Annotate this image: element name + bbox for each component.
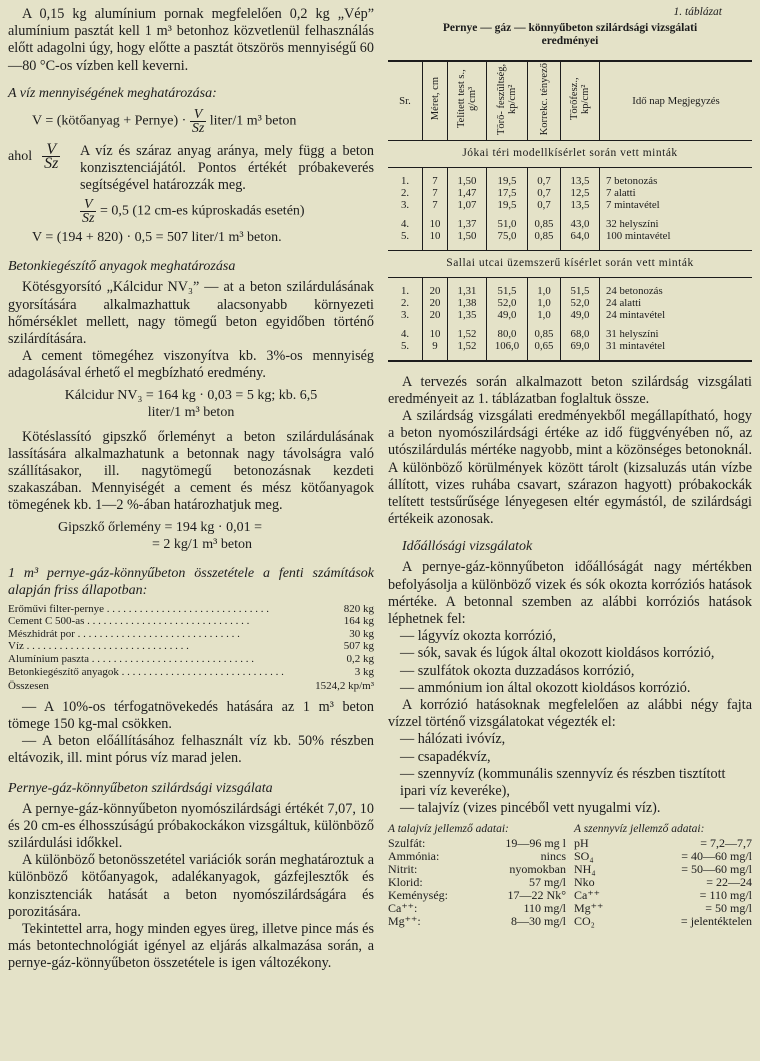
strength-paragraph-1: A pernye-gáz-könnyűbeton nyomószilárdsági értékét 7,07, 10 és 20 cm-es élhosszúságú próbakockákon vizsgáltuk, különböző szilárdulási időkkel. <box>8 800 374 852</box>
column-header: Idő nap Megjegyzés <box>632 94 720 107</box>
table-cell: 3. <box>400 198 410 211</box>
composition-row <box>8 666 374 679</box>
additive-heading: Betonkiegészítő anyagok meghatározása <box>8 259 236 275</box>
data-row <box>574 889 752 902</box>
table-row <box>388 187 752 199</box>
groundwater-table <box>388 837 566 928</box>
table-cell: 7 <box>423 199 448 211</box>
composition-value: 0,2 kg <box>346 653 374 666</box>
table-cell: 32 helyszíni <box>600 218 753 230</box>
table-cell: 51,0 <box>487 218 528 230</box>
table-cell: 7 alatti <box>600 187 753 199</box>
table-cell: 31 helyszíni <box>600 328 753 340</box>
table-cell: 80,0 <box>487 328 528 340</box>
sewage-table <box>574 837 752 928</box>
data-label: Ammónia: <box>388 848 440 863</box>
table-cell: 1,37 <box>448 218 487 230</box>
ratio-formula: $\frac{V}{Sz}$ = 0,5 (12 cm-es kúproskadás esetén) <box>82 197 305 227</box>
after-table-paragraph-2: A szilárdság vizsgálati eredményekből megállapítható, hogy a beton nyomószilárdsági értéke az idő függvényében nő, az utószilárdulás mértéke nagyobb, mint a közönséges betonoknál. A különböző körülmények között tárolt (kizsaluzás után vízbe állított, vizes ruhába csavart, szárazon hagyott) próbakockák telített testsűrűsége lényegesen eltér egymástól, de szilárdsági értékeik azonosak. <box>388 407 752 528</box>
data-label: Klorid: <box>388 874 423 889</box>
data-value: 57 mg/l <box>528 874 566 889</box>
data-value: 17—22 Nk° <box>507 887 566 902</box>
data-row <box>388 863 566 876</box>
table-cell: 52,0 <box>487 297 528 309</box>
water-heading: A víz mennyiségének meghatározása: <box>8 85 217 101</box>
data-value: nyomokban <box>509 861 566 876</box>
composition-name: Erőművi filter-pernye . . . <box>8 603 310 616</box>
composition-value: 820 kg <box>343 602 374 615</box>
table-cell: 1,0 <box>528 297 561 309</box>
data-value: = 50 mg/l <box>705 900 752 915</box>
table-row <box>388 218 752 230</box>
data-row <box>574 837 752 850</box>
data-row <box>574 876 752 889</box>
table-cell: 24 mintavétel <box>600 309 753 321</box>
table-cell: 10 <box>423 218 448 230</box>
data-row <box>388 876 566 889</box>
composition-name: Mészhidrát por . . . <box>8 628 310 641</box>
composition-row <box>8 640 374 653</box>
table-cell: 10 <box>423 230 448 242</box>
column-header: Telített test s., g/cm³ <box>456 69 478 129</box>
intro-paragraph: A 0,15 kg alumínium pornak megfelelően 0,2 kg „Vép” alumínium pasztát kell 1 m³ betonhoz közvetlenül felhasználás előtt adagolni úgy, hogy előtte a pasztát ötszörös mennyiségű 60—80 °C-os vízben kell keverni. <box>8 6 374 74</box>
table-cell: 24 alatti <box>600 297 753 309</box>
table-cell: 0,85 <box>528 230 561 242</box>
strength-paragraph-3: Tekintettel arra, hogy minden egyes üreg, illetve pince más és más betontechnológiát igényel az eljárás alkalmazása során, a pernye-gáz-könnyűbeton összetétele is igen változékony. <box>8 921 374 972</box>
column-header: Törő- feszültség, kp/cm² <box>496 63 518 135</box>
data-row <box>574 850 752 863</box>
table-cell: 10 <box>423 328 448 340</box>
table-cell: 1,35 <box>448 309 487 321</box>
table-row <box>388 199 752 211</box>
table-cell: 7 <box>423 175 448 187</box>
list-item: — csapadékvíz, <box>400 748 491 765</box>
data-label: Mg⁺⁺ <box>574 900 604 915</box>
section-title-sallai: Sallai utcai üzemszerű kísérlet során vett minták <box>388 250 752 277</box>
results-table <box>388 60 752 362</box>
data-label: Mg⁺⁺: <box>388 913 421 928</box>
data-label: Nitrit: <box>388 861 418 876</box>
list-item: — lágyvíz okozta korrózió, <box>400 628 557 645</box>
table-row <box>388 309 752 321</box>
table-cell: 69,0 <box>561 340 600 352</box>
data-row <box>388 850 566 863</box>
ahol-block: ahol $\frac{V}{Sz}$ A víz és száraz anyag aránya, mely függ a beton konzisztenciájától. Pontos értékét próbakeverés segítségével határozzák meg. <box>8 140 374 194</box>
table-cell: 1. <box>400 174 410 187</box>
table-cell: 9 <box>423 340 448 352</box>
kalcidur-formula: Kálcidur NV₃ = 164 kg · 0,03 = 5 kg; kb. 6,5 liter/1 m³ beton <box>64 387 318 420</box>
composition-row <box>8 628 374 641</box>
table-title: Pernye — gáz — könnyűbeton szilárdsági vizsgálati eredményei <box>442 21 698 47</box>
data-label: Ca⁺⁺: <box>388 900 418 915</box>
data-label: CO₂ <box>574 913 595 928</box>
data-row <box>388 915 566 928</box>
data-label: Nko <box>574 874 595 889</box>
composition-name: Betonkiegészítő anyagok . . . <box>8 666 310 679</box>
water-result-formula: V = (194 + 820) · 0,5 = 507 liter/1 m³ beton. <box>32 230 282 246</box>
table-cell: 0,7 <box>528 175 561 187</box>
table-row <box>388 175 752 187</box>
composition-value: 507 kg <box>343 640 374 653</box>
table-cell: 1,52 <box>448 328 487 340</box>
table-cell: 64,0 <box>561 230 600 242</box>
table-cell: 1,0 <box>528 285 561 297</box>
water-data-block <box>388 823 752 928</box>
table-cell: 20 <box>423 297 448 309</box>
table-cell: 1,0 <box>528 309 561 321</box>
table-cell: 1,31 <box>448 285 487 297</box>
data-label: Keménység: <box>388 887 448 902</box>
corrosion-list <box>388 628 752 697</box>
results-header-row <box>388 61 752 141</box>
table-cell: 106,0 <box>487 340 528 352</box>
data-row <box>574 915 752 928</box>
table-cell: 43,0 <box>561 218 600 230</box>
data-label: SO₄ <box>574 848 594 863</box>
table-cell: 1,50 <box>448 175 487 187</box>
table-cell: 0,85 <box>528 218 561 230</box>
table-cell: 24 betonozás <box>600 285 753 297</box>
list-item: — hálózati ivóvíz, <box>400 731 506 748</box>
table-cell: 0,7 <box>528 199 561 211</box>
data-label: NH₄ <box>574 861 596 876</box>
water-type-list <box>388 731 752 817</box>
table-cell: 19,5 <box>487 199 528 211</box>
table-cell: 3. <box>400 308 410 321</box>
composition-row <box>8 603 374 616</box>
data-row <box>388 889 566 902</box>
data-row <box>574 902 752 915</box>
table-row <box>388 328 752 340</box>
table-row <box>388 230 752 242</box>
table-cell: 51,5 <box>487 285 528 297</box>
composition-total-row: Összesen 1524,2 kp/m³ <box>8 680 374 693</box>
table-label: 1. táblázat <box>673 6 722 18</box>
data-value: nincs <box>540 848 566 863</box>
list-item: — sók, savak és lúgok által okozott kioldásos korrózió, <box>400 645 715 662</box>
composition-value: 30 kg <box>349 627 374 640</box>
groundwater-heading: A talajvíz jellemző adatai: <box>388 823 509 836</box>
table-cell: 1,52 <box>448 340 487 352</box>
table-cell: 4. <box>400 218 410 231</box>
data-value: 8—30 mg/l <box>510 913 566 928</box>
table-row <box>388 340 752 352</box>
data-row <box>388 902 566 915</box>
composition-table <box>8 603 374 693</box>
water-formula: V = (kötőanyag + Pernye) · $\frac{V}{Sz}$ liter/1 m³ beton <box>32 106 297 136</box>
table-cell: 0,85 <box>528 328 561 340</box>
table-cell: 2. <box>400 296 410 309</box>
table-cell: 49,0 <box>487 309 528 321</box>
data-label: Szulfát: <box>388 835 426 850</box>
column-header: Sr. <box>399 94 411 107</box>
section-title-jokai: Jókai téri modellkísérlet során vett minták <box>388 140 752 167</box>
list-item: — talajvíz (vizes pincéből vett nyugalmi víz). <box>400 800 661 817</box>
table-cell: 1,38 <box>448 297 487 309</box>
data-value: = jelentéktelen <box>680 913 752 928</box>
column-header: Törőfesz., kp/cm² <box>569 77 591 121</box>
ahol-text: A víz és száraz anyag aránya, mely függ a beton konzisztenciájától. Pontos értékét próbakeverés segítségével határozzák meg. <box>80 142 374 194</box>
table-cell: 1,07 <box>448 199 487 211</box>
volume-paragraph: — A 10%-os térfogatnövekedés hatására az 1 m³ beton tömege 150 kg-mal csökken. <box>8 698 374 733</box>
table-cell: 7 betonozás <box>600 175 753 187</box>
data-value: 19—96 mg l <box>505 835 566 850</box>
table-cell: 7 <box>423 187 448 199</box>
composition-value: 3 kg <box>354 665 374 678</box>
table-cell: 52,0 <box>561 297 600 309</box>
data-label: pH <box>574 835 589 850</box>
composition-value: 164 kg <box>343 615 374 628</box>
table-cell: 2. <box>400 186 410 199</box>
table-cell: 31 mintavétel <box>600 340 753 352</box>
column-header: Méret, cm <box>429 77 441 121</box>
weather-paragraph-2: A korrózió hatásoknak megfelelően az alábbi négy fajta vízzel történő vizsgálatokat végezték el: <box>388 696 752 731</box>
data-value: 110 mg/l <box>523 900 566 915</box>
composition-name: Alumínium paszta . . . <box>8 653 310 666</box>
table-cell: 4. <box>400 328 410 341</box>
column-header: Korrekc. tényező <box>538 62 550 136</box>
table-cell: 20 <box>423 309 448 321</box>
weather-heading: Időállósági vizsgálatok <box>402 539 533 555</box>
table-cell: 1,47 <box>448 187 487 199</box>
table-cell: 100 mintavétel <box>600 230 753 242</box>
table-cell: 7 mintavétel <box>600 199 753 211</box>
right-column <box>388 0 752 928</box>
composition-name: Cement C 500-as . . . <box>8 615 310 628</box>
left-column <box>8 0 374 973</box>
table-cell: 68,0 <box>561 328 600 340</box>
cement-paragraph: A cement tömegéhez viszonyítva kb. 3%-os mennyiség adagolásával érhető el megbízható eredmény. <box>8 348 374 382</box>
table-cell: 51,5 <box>561 285 600 297</box>
list-item: — szennyvíz (kommunális szennyvíz és részben tisztított ipari víz keveréke), <box>400 765 726 799</box>
table-cell: 49,0 <box>561 309 600 321</box>
table-row <box>388 285 752 297</box>
data-row <box>388 837 566 850</box>
table-cell: 12,5 <box>561 187 600 199</box>
table-cell: 1,50 <box>448 230 487 242</box>
table-cell: 1. <box>400 284 410 297</box>
table-cell: 13,5 <box>561 199 600 211</box>
kalcidur-paragraph: Kötésgyorsító „Kálcidur NV₃” — at a beton szilárdulásának gyorsítására alkalmazhattuk alacsonyabb környezeti hőmérséklet mellett, nagy tömegű beton egyidőben történő szilárdítására. <box>8 279 374 348</box>
table-cell: 5. <box>400 230 410 243</box>
composition-row <box>8 653 374 666</box>
data-value: = 40—60 mg/l <box>681 848 752 863</box>
weather-paragraph-1: A pernye-gáz-könnyűbeton időállóságát nagy mértékben befolyásolja a különböző vizek és sók okozta korróziós hatások mértéke. A betonnal szemben az alábbi korróziós hatások léphetnek fel: <box>388 559 752 627</box>
strength-heading: Pernye-gáz-könnyűbeton szilárdsági vizsgálata <box>8 780 273 796</box>
data-row <box>574 863 752 876</box>
data-value: = 22—24 <box>706 874 752 889</box>
table-row <box>388 297 752 309</box>
list-item: — szulfátok okozta duzzadásos korrózió, <box>400 662 635 679</box>
data-label: Ca⁺⁺ <box>574 887 600 902</box>
data-value: = 110 mg/l <box>699 887 752 902</box>
data-value: = 50—60 mg/l <box>681 861 752 876</box>
after-table-paragraph-1: A tervezés során alkalmazott beton szilárdság vizsgálati eredményeit az 1. táblázatban foglaltuk össze. <box>388 373 752 407</box>
table-cell: 17,5 <box>487 187 528 199</box>
strength-paragraph-2: A különböző betonösszetétel variációk során meghatároztuk a különböző kötőanyagok, adalékanyagok, gázfejlesztők és konzisztenciák hatását a beton nyomószilárdságára és porozitására. <box>8 852 374 920</box>
table-cell: 0,7 <box>528 187 561 199</box>
data-value: = 7,2—7,7 <box>700 835 752 850</box>
composition-row <box>8 615 374 628</box>
gipsz-formula: Gipszkő őrlemény = 194 kg · 0,01 = = 2 kg/1 m³ beton <box>58 519 262 552</box>
table-cell: 0,65 <box>528 340 561 352</box>
water-loss-paragraph: — A beton előállításához felhasznált víz kb. 50% részben eltávozik, ill. mint pórus víz marad jelen. <box>8 733 374 767</box>
table-cell: 13,5 <box>561 175 600 187</box>
composition-name: Víz . . . <box>8 640 310 653</box>
table-cell: 5. <box>400 340 410 353</box>
table-cell: 20 <box>423 285 448 297</box>
table-cell: 75,0 <box>487 230 528 242</box>
gipsz-paragraph: Kötéslassító gipszkő őrleményt a beton szilárdulásának lassítására alkalmazhatunk a betonnak nagy távolságra való szállításakor, ill. nagytömegű betonozásnak kezdeti szakaszában. Mennyiségét a cement és mész kötőanyagok tömegének kb. 1—2 %-ában határozhatjuk meg. <box>8 428 374 514</box>
sewage-heading: A szennyvíz jellemző adatai: <box>574 823 705 836</box>
list-item: — ammónium ion által okozott kioldásos korrózió. <box>400 679 691 696</box>
table-cell: 19,5 <box>487 175 528 187</box>
composition-heading: 1 m³ pernye-gáz-könnyűbeton összetétele a fenti számítások alapján friss állapotban: <box>8 565 374 598</box>
